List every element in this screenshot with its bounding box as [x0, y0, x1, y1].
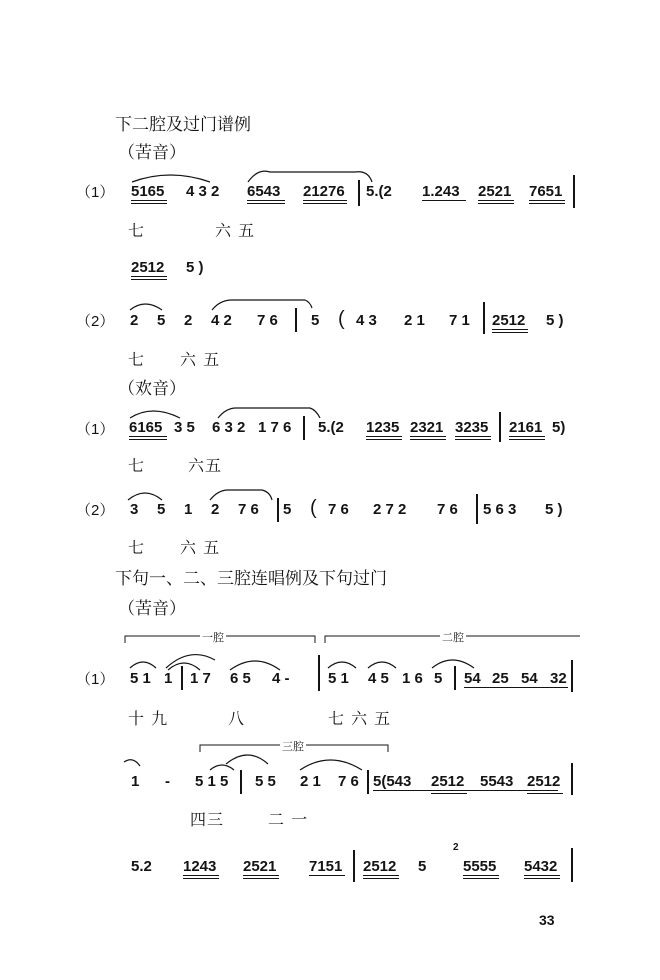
- qiang-label: 三腔: [282, 740, 304, 753]
- note-group: 7151: [309, 858, 343, 875]
- slur: [432, 660, 474, 668]
- note-group: 5: [283, 501, 292, 518]
- note-group: 7 6: [338, 773, 359, 790]
- note-group: 7 6: [328, 501, 349, 518]
- slur: [168, 663, 200, 670]
- note-group: 5432: [524, 858, 558, 875]
- slur: [166, 655, 215, 668]
- note-group: 1.243: [422, 183, 460, 200]
- qiang-label: 二腔: [442, 631, 464, 644]
- lyric: 六 五: [180, 350, 221, 369]
- note-group: 5: [434, 670, 443, 687]
- note-group: 5165: [131, 183, 165, 200]
- note-group: 7651: [529, 183, 563, 200]
- lyric: 六 五: [215, 221, 256, 240]
- slur: [130, 411, 180, 418]
- note-group: 2521: [478, 183, 512, 200]
- example-label: （1）: [76, 671, 115, 688]
- slur: [230, 661, 280, 670]
- section-title: 下二腔及过门谱例: [115, 115, 251, 135]
- note-group: 1235: [366, 419, 400, 436]
- example-label: （2）: [76, 313, 115, 330]
- note-group: 2 1: [300, 773, 321, 790]
- note-group: 5.(2: [318, 419, 344, 436]
- note-group: 6 3 2: [212, 419, 246, 436]
- note-group: 1: [131, 773, 140, 790]
- barline: [303, 416, 305, 440]
- barline: [367, 770, 369, 794]
- ku-yin-label: （苦音）: [118, 143, 186, 163]
- note-group: 2512: [492, 312, 526, 329]
- slur: [132, 175, 210, 182]
- note-group: 7 6: [437, 501, 458, 518]
- barline: [353, 850, 355, 882]
- note-group: 7 6: [238, 501, 259, 518]
- note-group: 1: [164, 670, 173, 687]
- note-group: 4 2: [211, 312, 232, 329]
- note-group: 2521: [243, 858, 277, 875]
- barline: [295, 308, 297, 332]
- slur: [328, 662, 356, 668]
- barline: [573, 175, 575, 208]
- note-group: 5.2: [131, 858, 152, 875]
- note-group: 4 3 2: [186, 183, 220, 200]
- qiang-label: 一腔: [202, 631, 224, 644]
- note-group: 5543: [480, 773, 514, 790]
- barline: [277, 498, 279, 522]
- barline: [499, 412, 501, 442]
- slur: [218, 408, 320, 418]
- example-label: （1）: [76, 184, 115, 201]
- note-group: 5: [311, 312, 320, 329]
- slur: [210, 490, 272, 500]
- grace-note: 2: [453, 842, 459, 853]
- note-group: 2512: [527, 773, 561, 790]
- note-group: 5(543: [373, 773, 412, 790]
- note-group: 5 1: [328, 670, 349, 687]
- barline: [358, 180, 360, 206]
- note-group: 25: [492, 670, 509, 687]
- note-group: 6543: [247, 183, 281, 200]
- ku-yin-label: （苦音）: [118, 599, 186, 619]
- lyric: 七: [128, 538, 146, 557]
- note-group: 5 ): [186, 259, 204, 276]
- huan-yin-label: （欢音）: [118, 379, 186, 399]
- note-group: 5: [157, 312, 166, 329]
- note-group: 2321: [410, 419, 444, 436]
- note-group: 2 7 2: [373, 501, 407, 518]
- section-title: 下句一、二、三腔连唱例及下句过门: [115, 569, 387, 589]
- note-group: 5.(2: [366, 183, 392, 200]
- barline: [240, 770, 242, 794]
- note-group: 7 6: [257, 312, 278, 329]
- slur: [248, 171, 372, 182]
- note-group: -: [165, 773, 170, 790]
- note-group: 2: [211, 501, 220, 518]
- note-group: 21276: [303, 183, 345, 200]
- note-group: 4 5: [368, 670, 389, 687]
- note-group: 5 ): [546, 312, 564, 329]
- slur: [212, 300, 312, 310]
- barline: [476, 494, 478, 524]
- slur: [130, 662, 156, 668]
- note-group: 54: [464, 670, 481, 687]
- note-group: 5 5: [255, 773, 276, 790]
- note-group: 1 6: [402, 670, 423, 687]
- note-group: 6 5: [230, 670, 251, 687]
- slur: [130, 304, 162, 310]
- note-group: 3: [130, 501, 139, 518]
- example-label: （2）: [76, 502, 115, 519]
- note-group: 32: [550, 670, 567, 687]
- note-group: 4 3: [356, 312, 377, 329]
- slur: [300, 760, 362, 770]
- note-group: 5 6 3: [483, 501, 517, 518]
- note-group: 2161: [509, 419, 543, 436]
- barline: [571, 848, 573, 882]
- note-group: 2512: [431, 773, 465, 790]
- slur: [226, 755, 268, 764]
- note-group: 2: [130, 312, 139, 329]
- barline: [181, 666, 183, 690]
- page-number: 33: [539, 912, 555, 928]
- note-group: 7 1: [449, 312, 470, 329]
- note-group: 1 7 6: [258, 419, 292, 436]
- note-group: 1: [184, 501, 193, 518]
- note-group: 1 7: [190, 670, 211, 687]
- slur: [368, 662, 396, 668]
- note-group: 5: [418, 858, 427, 875]
- note-group: 3235: [455, 419, 489, 436]
- note-group: 1243: [183, 858, 217, 875]
- barline: [571, 763, 573, 795]
- lyric: 八: [228, 709, 246, 728]
- note-group: 5: [157, 501, 166, 518]
- note-group: 2: [184, 312, 193, 329]
- note-group: 5): [552, 419, 566, 436]
- note-group: 2512: [131, 259, 165, 276]
- lyric: 二 一: [268, 810, 309, 829]
- slur: [128, 493, 162, 500]
- note-group: 2512: [363, 858, 397, 875]
- slur: [210, 765, 234, 770]
- slur: [124, 760, 140, 766]
- lyric: 四三: [190, 810, 225, 829]
- lyric: 七: [128, 350, 146, 369]
- barline: [571, 660, 573, 692]
- barline: [318, 655, 320, 691]
- lyric: 七: [128, 221, 146, 240]
- note-group: 5 ): [545, 501, 563, 518]
- lyric: 七: [128, 456, 146, 475]
- barline: [483, 302, 485, 334]
- note-group: 3 5: [174, 419, 195, 436]
- example-label: （1）: [76, 421, 115, 438]
- note-group: 5 1: [130, 670, 151, 687]
- note-group: 54: [521, 670, 538, 687]
- lyric: 六五: [188, 456, 223, 475]
- note-group: 4 -: [272, 670, 290, 687]
- note-group: 5 1 5: [195, 773, 229, 790]
- paren: (: [338, 308, 345, 330]
- barline: [454, 666, 456, 690]
- note-group: 2 1: [404, 312, 425, 329]
- paren: (: [310, 497, 317, 519]
- note-group: 5555: [463, 858, 497, 875]
- lyric: 六 五: [180, 538, 221, 557]
- lyric: 十 九: [128, 709, 169, 728]
- lyric: 七 六 五: [328, 709, 392, 728]
- note-group: 6165: [129, 419, 163, 436]
